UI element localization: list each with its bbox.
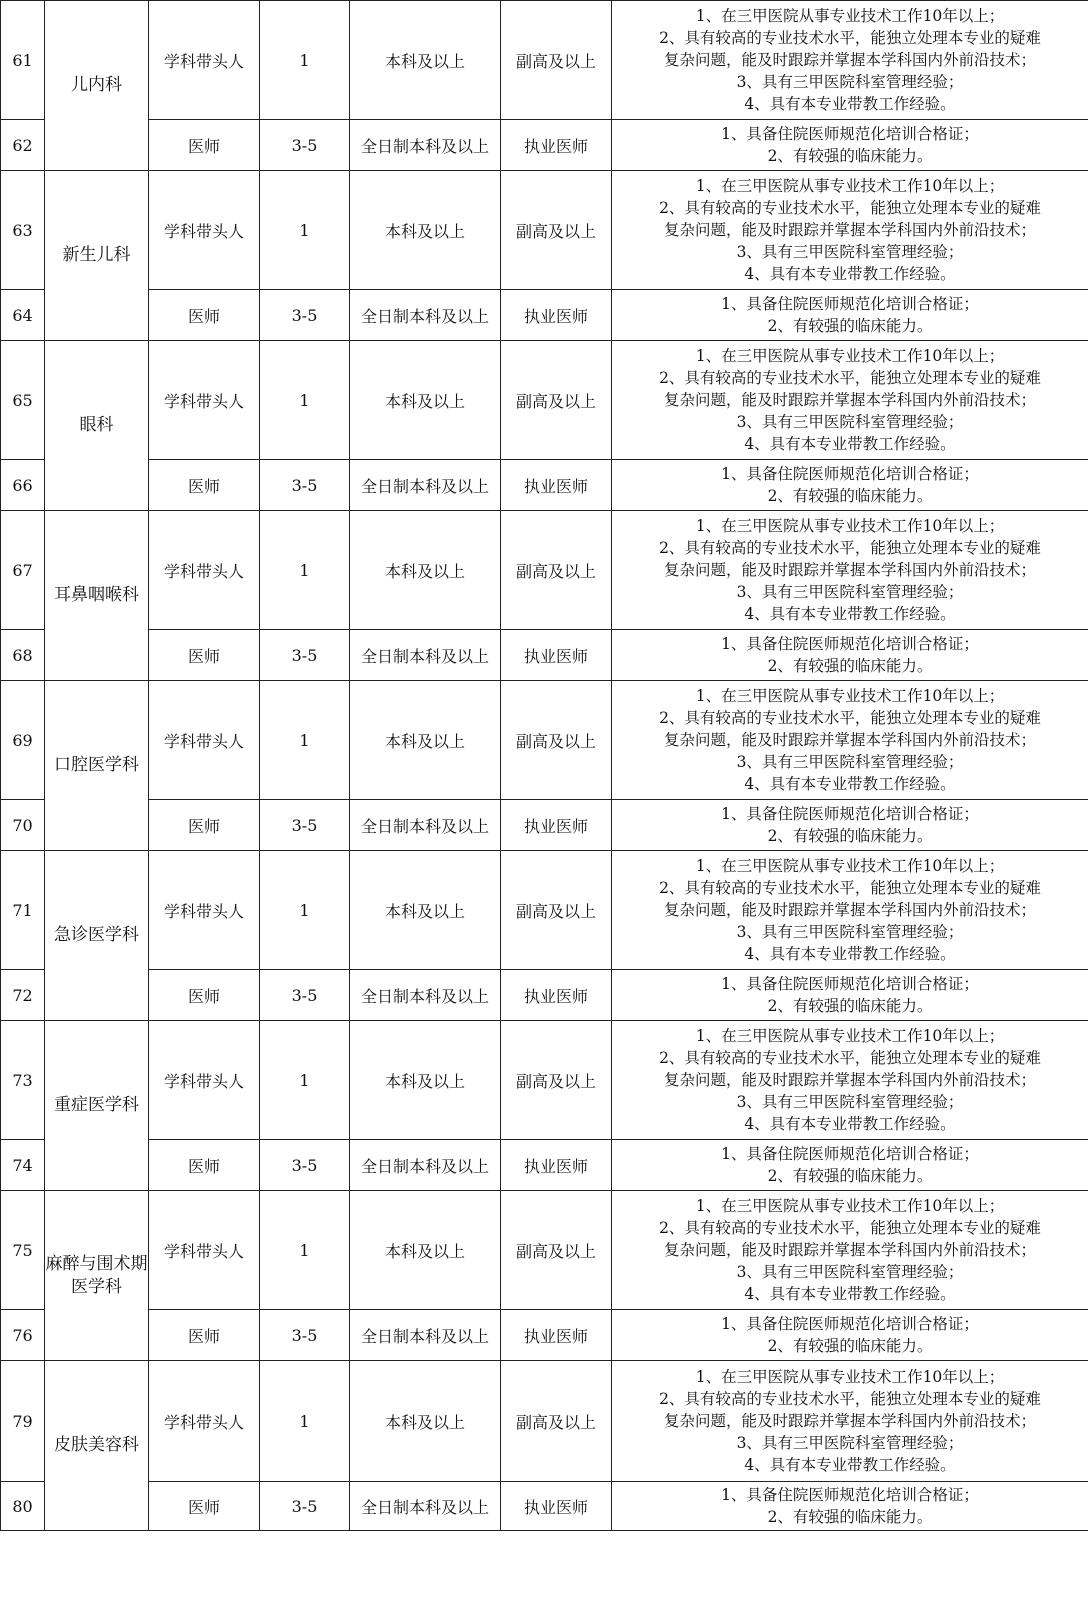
education-cell: 全日制本科及以上	[350, 460, 501, 511]
requirements-cell	[612, 1, 1088, 120]
education-cell: 本科及以上	[350, 511, 501, 630]
requirement-line: 2、有较强的临床能力。	[767, 657, 933, 675]
department-cell: 新生儿科	[45, 171, 149, 341]
table-body	[1, 1, 1088, 1531]
requirement-line: 2、具有较高的专业技术水平，能独立处理本专业的疑难	[659, 709, 1041, 727]
table-row	[1, 1361, 1088, 1482]
position-cell: 医师	[149, 1140, 260, 1191]
requirement-line: 4、具有本专业带教工作经验。	[744, 1456, 956, 1474]
headcount-cell: 1	[260, 1021, 350, 1140]
qualification-cell: 副高及以上	[501, 511, 612, 630]
requirement-line: 4、具有本专业带教工作经验。	[744, 95, 956, 113]
headcount-cell: 3-5	[260, 290, 350, 341]
requirement-line: 1、在三甲医院从事专业技术工作10年以上；	[695, 1027, 1005, 1045]
requirement-line: 3、具有三甲医院科室管理经验；	[736, 583, 964, 601]
qualification-cell: 执业医师	[501, 460, 612, 511]
requirement-line: 3、具有三甲医院科室管理经验；	[736, 413, 964, 431]
qualification-cell: 执业医师	[501, 1482, 612, 1531]
position-cell: 学科带头人	[149, 851, 260, 970]
requirement-line: 1、在三甲医院从事专业技术工作10年以上；	[695, 7, 1005, 25]
qualification-cell: 副高及以上	[501, 1361, 612, 1482]
requirement-line: 4、具有本专业带教工作经验。	[744, 1115, 956, 1133]
row-number-cell: 64	[1, 290, 45, 341]
row-number-cell: 75	[1, 1191, 45, 1310]
position-cell: 学科带头人	[149, 1021, 260, 1140]
row-number-cell: 65	[1, 341, 45, 460]
requirement-line: 1、具备住院医师规范化培训合格证；	[721, 125, 979, 143]
headcount-cell: 1	[260, 511, 350, 630]
row-number-cell: 73	[1, 1021, 45, 1140]
education-cell: 全日制本科及以上	[350, 1482, 501, 1531]
requirement-line: 1、具备住院医师规范化培训合格证；	[721, 465, 979, 483]
qualification-cell: 副高及以上	[501, 171, 612, 290]
department-cell: 重症医学科	[45, 1021, 149, 1191]
table-row	[1, 1, 1088, 120]
qualification-cell: 副高及以上	[501, 851, 612, 970]
requirements-cell	[612, 290, 1088, 341]
headcount-cell: 3-5	[260, 1310, 350, 1361]
row-number-cell: 76	[1, 1310, 45, 1361]
requirement-line: 复杂问题，能及时跟踪并掌握本学科国内外前沿技术；	[663, 391, 1036, 409]
requirements-cell	[612, 970, 1088, 1021]
requirement-line: 1、具备住院医师规范化培训合格证；	[721, 295, 979, 313]
table-row	[1, 171, 1088, 290]
requirements-cell	[612, 681, 1088, 800]
position-cell: 医师	[149, 290, 260, 341]
requirement-line: 3、具有三甲医院科室管理经验；	[736, 243, 964, 261]
qualification-cell: 执业医师	[501, 120, 612, 171]
education-cell: 本科及以上	[350, 171, 501, 290]
qualification-cell: 副高及以上	[501, 1191, 612, 1310]
requirement-line: 复杂问题，能及时跟踪并掌握本学科国内外前沿技术；	[663, 901, 1036, 919]
requirement-line: 4、具有本专业带教工作经验。	[744, 775, 956, 793]
requirement-line: 1、具备住院医师规范化培训合格证；	[721, 975, 979, 993]
education-cell: 本科及以上	[350, 1361, 501, 1482]
table-row	[1, 970, 1088, 1021]
requirements-cell	[612, 851, 1088, 970]
requirements-cell	[612, 341, 1088, 460]
education-cell: 本科及以上	[350, 681, 501, 800]
requirement-line: 复杂问题，能及时跟踪并掌握本学科国内外前沿技术；	[663, 731, 1036, 749]
row-number-cell: 72	[1, 970, 45, 1021]
requirement-line: 1、具备住院医师规范化培训合格证；	[721, 1315, 979, 1333]
row-number-cell: 68	[1, 630, 45, 681]
headcount-cell: 3-5	[260, 970, 350, 1021]
headcount-cell: 1	[260, 171, 350, 290]
department-cell: 儿内科	[45, 1, 149, 171]
requirements-cell	[612, 171, 1088, 290]
qualification-cell: 执业医师	[501, 1140, 612, 1191]
headcount-cell: 1	[260, 1361, 350, 1482]
requirement-line: 2、有较强的临床能力。	[767, 147, 933, 165]
education-cell: 全日制本科及以上	[350, 1140, 501, 1191]
requirements-cell	[612, 630, 1088, 681]
position-cell: 医师	[149, 120, 260, 171]
requirements-cell	[612, 1310, 1088, 1361]
requirements-cell	[612, 800, 1088, 851]
requirement-line: 2、具有较高的专业技术水平，能独立处理本专业的疑难	[659, 1049, 1041, 1067]
requirements-cell	[612, 1361, 1088, 1482]
requirement-line: 4、具有本专业带教工作经验。	[744, 945, 956, 963]
headcount-cell: 3-5	[260, 630, 350, 681]
row-number-cell: 79	[1, 1361, 45, 1482]
row-number-cell: 62	[1, 120, 45, 171]
requirement-line: 复杂问题，能及时跟踪并掌握本学科国内外前沿技术；	[663, 1071, 1036, 1089]
education-cell: 全日制本科及以上	[350, 970, 501, 1021]
requirement-line: 2、具有较高的专业技术水平，能独立处理本专业的疑难	[659, 1219, 1041, 1237]
requirement-line: 2、具有较高的专业技术水平，能独立处理本专业的疑难	[659, 539, 1041, 557]
table-row	[1, 1310, 1088, 1361]
education-cell: 全日制本科及以上	[350, 800, 501, 851]
requirement-line: 1、在三甲医院从事专业技术工作10年以上；	[695, 517, 1005, 535]
education-cell: 本科及以上	[350, 1191, 501, 1310]
requirement-line: 1、在三甲医院从事专业技术工作10年以上；	[695, 347, 1005, 365]
requirements-cell	[612, 1482, 1088, 1531]
headcount-cell: 1	[260, 1191, 350, 1310]
qualification-cell: 执业医师	[501, 970, 612, 1021]
requirement-line: 2、具有较高的专业技术水平，能独立处理本专业的疑难	[659, 199, 1041, 217]
requirement-line: 2、具有较高的专业技术水平，能独立处理本专业的疑难	[659, 879, 1041, 897]
table-row	[1, 851, 1088, 970]
headcount-cell: 1	[260, 341, 350, 460]
position-cell: 医师	[149, 630, 260, 681]
qualification-cell: 副高及以上	[501, 1, 612, 120]
education-cell: 全日制本科及以上	[350, 120, 501, 171]
table-row	[1, 290, 1088, 341]
requirement-line: 复杂问题，能及时跟踪并掌握本学科国内外前沿技术；	[663, 561, 1036, 579]
requirement-line: 1、在三甲医院从事专业技术工作10年以上；	[695, 857, 1005, 875]
requirement-line: 复杂问题，能及时跟踪并掌握本学科国内外前沿技术；	[663, 1241, 1036, 1259]
requirement-line: 1、在三甲医院从事专业技术工作10年以上；	[695, 687, 1005, 705]
headcount-cell: 3-5	[260, 460, 350, 511]
position-cell: 医师	[149, 800, 260, 851]
department-cell: 麻醉与围术期医学科	[45, 1191, 149, 1361]
qualification-cell: 执业医师	[501, 630, 612, 681]
table-row	[1, 630, 1088, 681]
qualification-cell: 执业医师	[501, 290, 612, 341]
requirements-cell	[612, 1140, 1088, 1191]
row-number-cell: 61	[1, 1, 45, 120]
table-row	[1, 800, 1088, 851]
row-number-cell: 80	[1, 1482, 45, 1531]
education-cell: 本科及以上	[350, 1, 501, 120]
department-cell: 急诊医学科	[45, 851, 149, 1021]
row-number-cell: 71	[1, 851, 45, 970]
row-number-cell: 70	[1, 800, 45, 851]
requirement-line: 复杂问题，能及时跟踪并掌握本学科国内外前沿技术；	[663, 221, 1036, 239]
table-row	[1, 120, 1088, 171]
table-row	[1, 460, 1088, 511]
requirement-line: 1、具备住院医师规范化培训合格证；	[721, 1486, 979, 1504]
qualification-cell: 执业医师	[501, 1310, 612, 1361]
position-cell: 学科带头人	[149, 681, 260, 800]
requirement-line: 3、具有三甲医院科室管理经验；	[736, 923, 964, 941]
requirement-line: 1、在三甲医院从事专业技术工作10年以上；	[695, 1197, 1005, 1215]
requirement-line: 4、具有本专业带教工作经验。	[744, 605, 956, 623]
row-number-cell: 63	[1, 171, 45, 290]
requirements-cell	[612, 1191, 1088, 1310]
row-number-cell: 66	[1, 460, 45, 511]
position-cell: 学科带头人	[149, 1, 260, 120]
education-cell: 本科及以上	[350, 1021, 501, 1140]
row-number-cell: 69	[1, 681, 45, 800]
requirement-line: 1、在三甲医院从事专业技术工作10年以上；	[695, 1368, 1005, 1386]
requirement-line: 2、有较强的临床能力。	[767, 317, 933, 335]
requirement-line: 2、有较强的临床能力。	[767, 487, 933, 505]
position-cell: 学科带头人	[149, 511, 260, 630]
department-cell: 口腔医学科	[45, 681, 149, 851]
requirement-line: 2、具有较高的专业技术水平，能独立处理本专业的疑难	[659, 1390, 1041, 1408]
position-cell: 医师	[149, 970, 260, 1021]
education-cell: 本科及以上	[350, 341, 501, 460]
requirement-line: 4、具有本专业带教工作经验。	[744, 435, 956, 453]
requirement-line: 2、有较强的临床能力。	[767, 1337, 933, 1355]
table-row	[1, 1482, 1088, 1531]
position-cell: 学科带头人	[149, 341, 260, 460]
headcount-cell: 1	[260, 1, 350, 120]
position-cell: 医师	[149, 1310, 260, 1361]
requirement-line: 1、具备住院医师规范化培训合格证；	[721, 635, 979, 653]
education-cell: 全日制本科及以上	[350, 630, 501, 681]
requirements-cell	[612, 460, 1088, 511]
requirement-line: 复杂问题，能及时跟踪并掌握本学科国内外前沿技术；	[663, 1412, 1036, 1430]
requirement-line: 3、具有三甲医院科室管理经验；	[736, 1093, 964, 1111]
requirements-cell	[612, 120, 1088, 171]
headcount-cell: 1	[260, 851, 350, 970]
education-cell: 全日制本科及以上	[350, 290, 501, 341]
requirement-line: 2、具有较高的专业技术水平，能独立处理本专业的疑难	[659, 369, 1041, 387]
requirement-line: 2、有较强的临床能力。	[767, 1508, 933, 1526]
qualification-cell: 执业医师	[501, 800, 612, 851]
qualification-cell: 副高及以上	[501, 341, 612, 460]
requirement-line: 1、在三甲医院从事专业技术工作10年以上；	[695, 177, 1005, 195]
position-cell: 学科带头人	[149, 1191, 260, 1310]
requirement-line: 2、具有较高的专业技术水平，能独立处理本专业的疑难	[659, 29, 1041, 47]
row-number-cell: 74	[1, 1140, 45, 1191]
education-cell: 全日制本科及以上	[350, 1310, 501, 1361]
requirement-line: 1、具备住院医师规范化培训合格证；	[721, 1145, 979, 1163]
requirement-line: 2、有较强的临床能力。	[767, 827, 933, 845]
requirement-line: 4、具有本专业带教工作经验。	[744, 265, 956, 283]
headcount-cell: 3-5	[260, 800, 350, 851]
row-number-cell: 67	[1, 511, 45, 630]
position-cell: 学科带头人	[149, 171, 260, 290]
requirement-line: 3、具有三甲医院科室管理经验；	[736, 1263, 964, 1281]
requirement-line: 复杂问题，能及时跟踪并掌握本学科国内外前沿技术；	[663, 51, 1036, 69]
headcount-cell: 1	[260, 681, 350, 800]
requirement-line: 1、具备住院医师规范化培训合格证；	[721, 805, 979, 823]
position-cell: 医师	[149, 460, 260, 511]
requirements-cell	[612, 1021, 1088, 1140]
department-cell: 眼科	[45, 341, 149, 511]
education-cell: 本科及以上	[350, 851, 501, 970]
requirement-line: 2、有较强的临床能力。	[767, 997, 933, 1015]
department-cell: 皮肤美容科	[45, 1361, 149, 1531]
table-row	[1, 681, 1088, 800]
table-row	[1, 1191, 1088, 1310]
requirement-line: 3、具有三甲医院科室管理经验；	[736, 753, 964, 771]
table-row	[1, 341, 1088, 460]
position-cell: 医师	[149, 1482, 260, 1531]
qualification-cell: 副高及以上	[501, 681, 612, 800]
table-row	[1, 1140, 1088, 1191]
table-row	[1, 1021, 1088, 1140]
requirements-cell	[612, 511, 1088, 630]
requirement-line: 3、具有三甲医院科室管理经验；	[736, 73, 964, 91]
position-cell: 学科带头人	[149, 1361, 260, 1482]
department-cell: 耳鼻咽喉科	[45, 511, 149, 681]
requirement-line: 2、有较强的临床能力。	[767, 1167, 933, 1185]
qualification-cell: 副高及以上	[501, 1021, 612, 1140]
requirement-line: 3、具有三甲医院科室管理经验；	[736, 1434, 964, 1452]
table-row	[1, 511, 1088, 630]
requirement-line: 4、具有本专业带教工作经验。	[744, 1285, 956, 1303]
headcount-cell: 3-5	[260, 120, 350, 171]
headcount-cell: 3-5	[260, 1482, 350, 1531]
headcount-cell: 3-5	[260, 1140, 350, 1191]
